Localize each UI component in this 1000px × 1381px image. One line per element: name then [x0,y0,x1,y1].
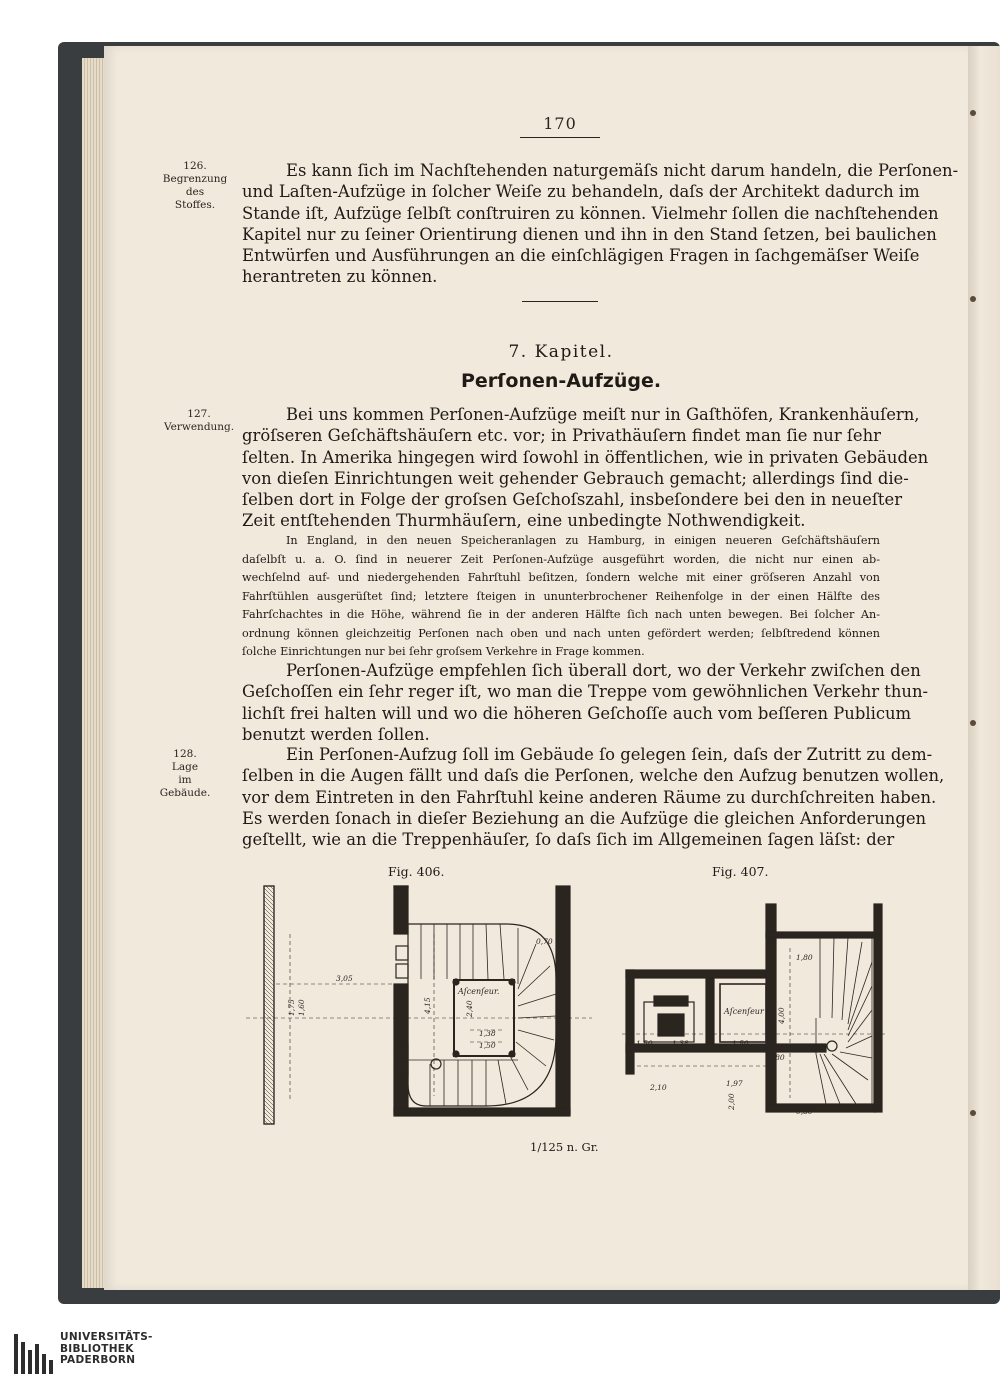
paragraph-127b [242,660,929,745]
tread [816,1054,826,1104]
text-line: Stande iſt, Aufzüge ſelbſt conſtruiren zu können. Vielmehr ſollen die nachſtehenden [242,203,939,223]
paragraph-127 [242,404,929,532]
tread [518,944,536,989]
wall [394,1108,570,1116]
tread [486,924,488,979]
margin-note-line: 126. [183,160,207,172]
binding-pin [970,1110,976,1116]
figure-407-caption: Fig. 407. [712,864,769,879]
shaft-post [453,1051,459,1057]
logo-line: PADERBORN [60,1354,136,1366]
text-line: Fahrſtühlen ausgerüſtet ſind; letztere ſteigen in ununterbrochener Reihenfolge in der einen Hälfte des [242,589,880,603]
wall [766,932,876,938]
tread [508,1052,528,1090]
text-line: ſelten. In Amerika hingegen wird ſowohl in öffentlichen, wie in privaten Gebäuden [242,447,929,467]
chapter-number: 7. Kapitel. [508,342,614,362]
text-line: Entwürfen und Ausführungen an die einſchlägigen Fragen in ſachgemäſser Weiſe [242,246,920,266]
tread [848,986,872,1036]
binding-pin [970,296,976,302]
tread [832,938,834,1018]
text-line: ſelben dort in Folge der groſsen Geſchoſszahl, insbeſondere bei den in neueſter [242,490,903,510]
column [396,964,408,978]
margin-note-line: 127. [187,408,211,420]
wall [766,1104,876,1112]
footnote-block [242,532,880,662]
wall [626,970,634,1074]
tread [500,924,504,979]
margin-note-line: Gebäude. [159,787,211,799]
text-line: Es kann ſich im Nachſtehenden naturgemäſs nicht darum handeln, die Perſonen- [286,161,959,180]
margin-note-line: im [178,774,192,786]
logo-bar [28,1350,32,1374]
figure-406-plan [236,884,596,1134]
text-line: ordnung können gleichzeitig Perſonen nach oben und nach unten gefördert werden; ſelbſtredend können [242,626,880,640]
dim-label: 1,80 [796,953,813,962]
dim-label: 1,97 [726,1079,743,1088]
dim-label: 2,10 [650,1083,667,1092]
figure-scale: 1/125 n. Gr. [530,1140,599,1154]
margin-note-line: 128. [173,748,197,760]
text-line: daſelbſt u. a. O. ſind in neuerer Zeit Perſonen-Aufzüge ausgeführt worden, die nicht nur einen ab- [242,552,880,566]
wall [394,886,408,934]
dim-label: 1,38 [672,1039,689,1048]
wall [556,886,570,1114]
tread [516,1042,546,1066]
newel [431,1059,441,1069]
shaft-label: Aſcenſeur [724,1007,764,1016]
tread [824,1054,856,1104]
page-gutter [968,46,1000,1290]
dim-label: 1,38 [479,1029,496,1038]
chapter-title: Perſonen-Aufzüge. [460,370,662,392]
tread [518,1030,554,1040]
shaft-post [509,979,515,985]
text-line: herantreten zu können. [242,267,438,287]
binding-pin [970,110,976,116]
wall [626,1044,826,1052]
shaft-post [509,1051,515,1057]
logo-bar [14,1334,18,1374]
logo-bar [35,1344,39,1374]
tread [842,938,848,1020]
text-line: Bei uns kommen Perſonen-Aufzüge meiſt nur in Gaſthöfen, Krankenhäuſern, [286,405,920,424]
text-line: vor dem Eintreten in den Fahrſtuhl keine anderen Räume zu durchſchreiten haben. [242,787,937,807]
text-line: gröſseren Geſchäftshäuſern etc. vor; in Privathäuſern findet man ſie nur ſehr [242,426,882,446]
machinery-part [658,1014,684,1036]
dim-label: 4,00 [777,1007,786,1024]
paragraph-126 [242,160,959,288]
margin-note-line: Begrenzung [162,173,228,185]
margin-note-line: Stoffes. [174,199,216,211]
dim-label: 1,60 [297,999,306,1016]
library-logo [8,1332,208,1376]
text-line: ſelben in die Augen fällt und daſs die Perſonen, welche den Aufzug benutzen wollen, [242,766,945,786]
tread [846,1036,872,1048]
logo-bar [42,1354,46,1374]
shaft-label: Aſcenſeur. [458,987,500,996]
tread [498,1060,506,1104]
tread [848,962,872,1030]
text-line: von dieſen Einrichtungen weit gehender Gebrauch gemacht; allerdings ſind die- [242,468,909,488]
text-line: Zeit entſtehenden Thurmhäuſern, eine unbedingte Nothwendigkeit. [242,511,806,531]
logo-bar [21,1342,25,1374]
text-line: Es werden ſonach in dieſer Beziehung an die Aufzüge die gleichen Anforderungen [242,808,927,828]
text-line: und Laſten-Aufzüge in ſolcher Weiſe zu behandeln, daſs der Architekt dadurch im [242,182,920,202]
text-line: Perſonen-Aufzüge empfehlen ſich überall dort, wo der Verkehr zwiſchen den [286,661,921,680]
dim-label: 0,70 [536,937,553,946]
tread [848,1010,872,1042]
text-line: ſolche Einrichtungen nur bei ſehr groſsem Verkehre in Frage kommen. [242,645,645,658]
tread [518,994,556,1006]
logo-bar [49,1360,53,1374]
wall [874,904,882,1112]
machinery-part [654,996,688,1006]
text-line: lichſt frei halten will und wo die höheren Geſchoſſe auch vom beſſeren Publicum [242,703,912,723]
page-number: 170 [520,114,600,138]
stair-treads [816,938,872,1104]
tread [820,1054,840,1104]
text-line: wechſelnd auf- und niedergehenden Fahrſtuhl beſitzen, ſondern welche mit einer gröſseren Anzahl von [242,571,880,584]
logo-line: BIBLIOTHEK [60,1342,134,1355]
wall [626,970,772,978]
text-line: Fahrſchachtes in die Höhe, während ſie in der anderen Hälfte ſich nach unten bewegen. Bei ſolcher An- [242,608,880,621]
shaft-post [453,979,459,985]
margin-note-128 [150,748,220,800]
text-line: geſtellt, wie an die Treppenhäuſer, ſo daſs ſich im Allgemeinen ſagen läſst: der [242,830,895,850]
text-line: benutzt werden ſollen. [242,724,430,744]
library-logo-mark-icon [14,1334,56,1374]
figure-407-plan [620,898,888,1134]
logo-line: UNIVERSITÄTS- [60,1331,153,1343]
margin-note-line: des [185,186,205,198]
dim-label: 0,80 [796,1107,813,1116]
margin-note-126 [160,160,230,212]
dim-label: 3,05 [336,974,353,983]
dim-label: 1,75 [287,999,296,1016]
dim-label: 2,40 [465,1000,474,1017]
dim-label: 1,50 [479,1041,496,1050]
tread [518,966,550,996]
library-logo-text [60,1332,153,1367]
dim-label: 1,80 [768,1053,785,1062]
text-line: Ein Perſonen-Aufzug ſoll im Gebäude ſo gelegen ſein, daſs der Zutritt zu dem- [286,745,933,764]
margin-note-127 [164,408,234,434]
dim-label: 4,15 [423,997,432,1014]
dim-label: 1,50 [732,1039,749,1048]
newel [827,1041,837,1051]
margin-note-line: Verwendung. [164,421,235,433]
dim-label: 1,50 [636,1039,653,1048]
dim-label: 2,00 [727,1093,736,1110]
text-line: Kapitel nur zu ſeiner Orientirung dienen und ihn in den Stand ſetzen, bei baulichen [242,224,937,244]
figure-406-caption: Fig. 406. [388,864,445,879]
binding-pin [970,720,976,726]
tread [840,1052,872,1058]
paragraph-128 [242,744,945,850]
text-line: Geſchoſſen ein ſehr reger iſt, wo man die Treppe vom gewöhnlichen Verkehr thun- [242,682,929,702]
tread [832,1054,868,1080]
wall [264,886,274,1124]
section-divider [522,301,598,302]
margin-note-line: Lage [171,761,199,773]
text-line: In England, in den neuen Speicheranlagen zu Hamburg, in einigen neueren Geſchäftshäuſern [286,534,880,547]
column [396,946,408,960]
wall [394,886,408,888]
